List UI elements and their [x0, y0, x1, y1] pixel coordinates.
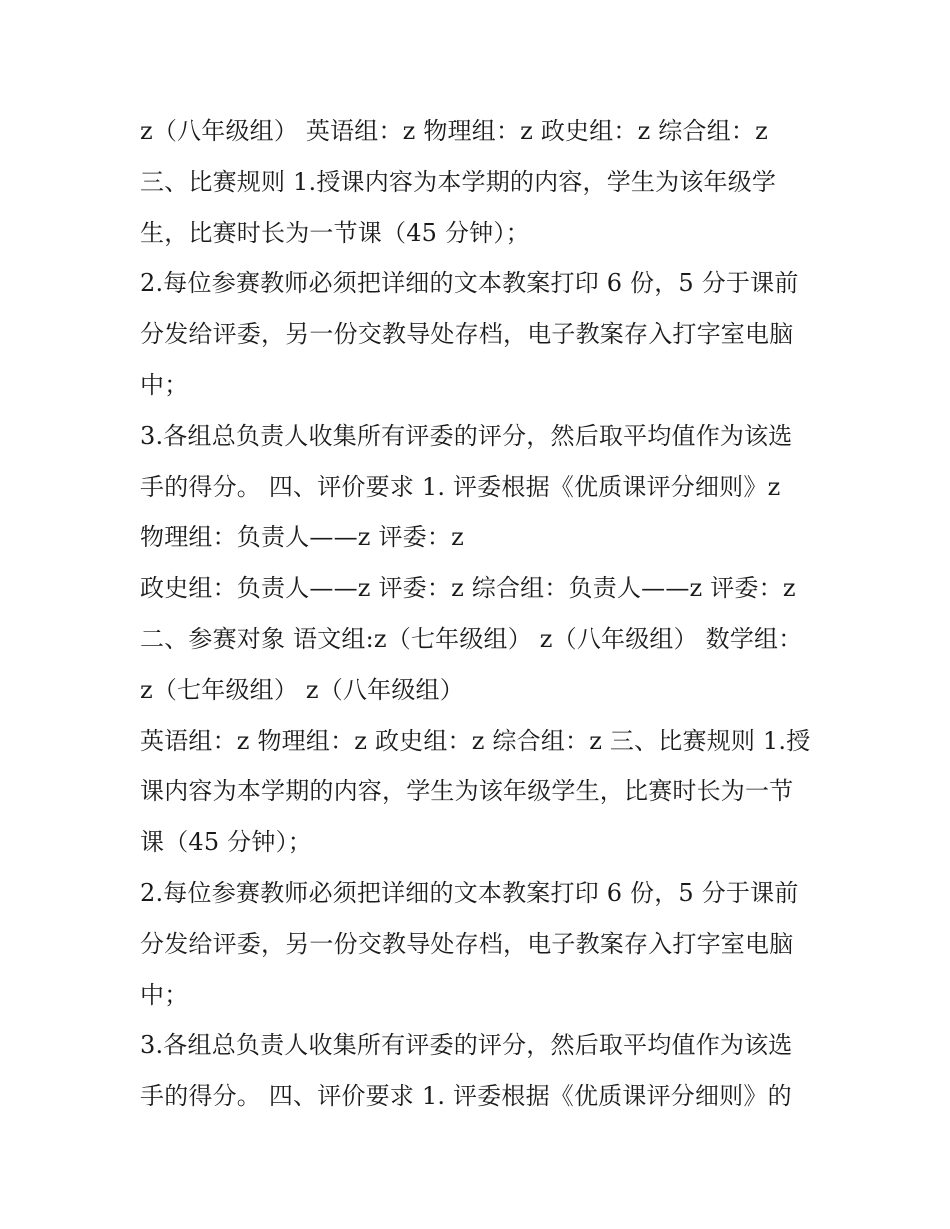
text-line-3: 生，比赛时长为一节课（45 分钟）；: [140, 218, 530, 247]
text-line-14: 课内容为本学期的内容，学生为该年级学生，比赛时长为一节: [140, 777, 794, 806]
text-line-20: 手的得分。 四、评价要求 1. 评委根据《优质课评分细则》的: [140, 1082, 792, 1111]
text-line-2: 三、比赛规则 1.授课内容为本学期的内容，学生为该年级学: [140, 167, 777, 196]
text-line-6: 中；: [140, 370, 189, 399]
text-line-18: 中；: [140, 980, 189, 1009]
text-line-13: 英语组：z 物理组：z 政史组：z 综合组：z 三、比赛规则 1.授: [140, 726, 811, 755]
text-line-17: 分发给评委，另一份交教导处存档，电子教案存入打字室电脑: [140, 929, 794, 958]
text-line-5: 分发给评委，另一份交教导处存档，电子教案存入打字室电脑: [140, 320, 794, 349]
text-line-19: 3.各组总负责人收集所有评委的评分，然后取平均值作为该选: [140, 1031, 793, 1060]
text-line-15: 课（45 分钟）；: [140, 828, 312, 857]
text-line-11: 二、参赛对象 语文组:z（七年级组） z（八年级组） 数学组：: [140, 624, 803, 653]
text-line-4: 2.每位参赛教师必须把详细的文本教案打印 6 份，5 分于课前: [140, 269, 799, 298]
text-line-12: z（七年级组） z（八年级组）: [140, 675, 464, 704]
text-line-16: 2.每位参赛教师必须把详细的文本教案打印 6 份，5 分于课前: [140, 878, 799, 907]
text-line-7: 3.各组总负责人收集所有评委的评分，然后取平均值作为该选: [140, 421, 793, 450]
text-line-10: 政史组：负责人——z 评委：z 综合组：负责人——z 评委：z: [140, 574, 796, 603]
text-line-8: 手的得分。 四、评价要求 1. 评委根据《优质课评分细则》z: [140, 472, 781, 501]
document-body: [140, 106, 820, 1122]
text-line-1: z（八年级组） 英语组：z 物理组：z 政史组：z 综合组：z: [140, 117, 768, 145]
text-line-9: 物理组：负责人——z 评委：z: [140, 523, 464, 552]
